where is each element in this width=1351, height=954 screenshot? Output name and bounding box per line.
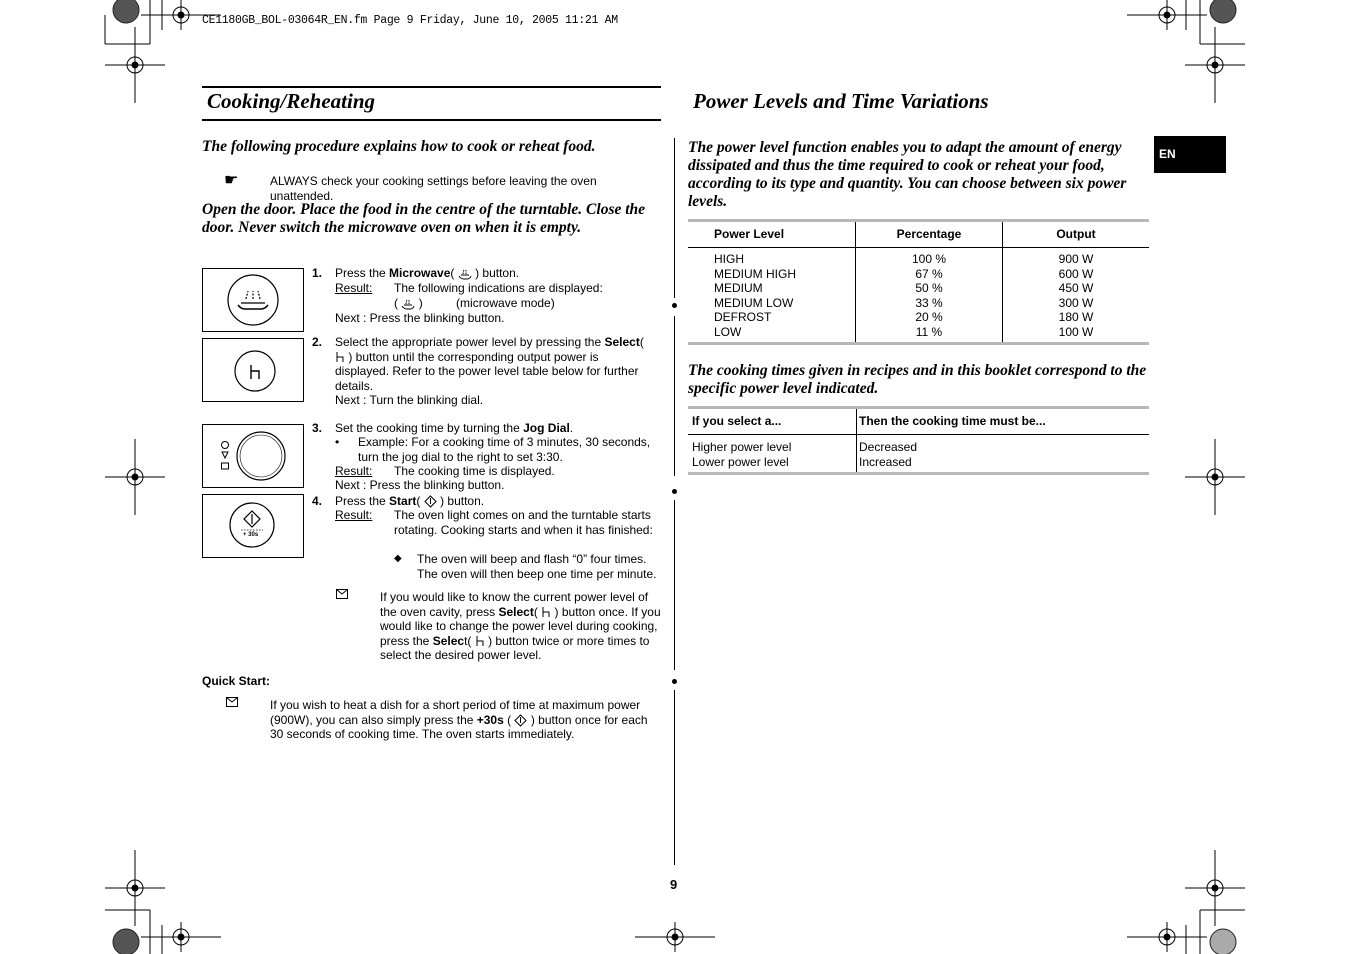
start-icon <box>424 495 437 508</box>
jog-dial-icon <box>203 425 303 487</box>
quick-start-text-a: If you wish to heat a dish for a short period of time at maximum power (900W), you can also simply press the <box>270 698 641 727</box>
step-3-example: Example: For a cooking time of 3 minutes, 30 seconds, turn the jog dial to the right to set 3:30. <box>358 435 651 464</box>
step-2-text <box>335 335 653 393</box>
select-icon <box>541 606 551 618</box>
step-4-text-d: ) button. <box>440 494 485 508</box>
column-divider <box>674 316 675 476</box>
step-4-number: 4. <box>312 494 323 508</box>
indication-paren-open: ( <box>394 296 398 310</box>
panel-start-button <box>202 494 304 558</box>
select-button-icon <box>203 339 303 401</box>
microwave-icon <box>458 268 472 280</box>
note-icon <box>336 589 348 599</box>
time-variation-selections: Higher power level Lower power level <box>692 440 792 469</box>
page-number: 9 <box>670 877 678 892</box>
title-rule-top <box>202 86 661 88</box>
time-variation-results: Decreased Increased <box>859 440 918 469</box>
step-1-next: Next : Press the blinking button. <box>335 311 505 325</box>
step-3-bullet: • <box>335 435 340 449</box>
step-2-text-d: ) button until the corresponding output power is displayed. Refer to the power level table below for further details. <box>335 349 639 393</box>
quick-start-text <box>270 698 662 742</box>
step-3-result-text: The cooking time is displayed. <box>394 464 555 478</box>
language-tab <box>1154 136 1226 173</box>
pointing-hand-icon: ☛ <box>224 172 239 189</box>
power-level-percentages: 100 % 67 % 50 % 33 % 20 % 11 % <box>911 252 947 339</box>
header-output: Output <box>1056 227 1096 241</box>
step-4-result-text: The oven light comes on and the turntable starts rotating. Cooking starts and when it has finished: <box>394 508 653 537</box>
binding-dot <box>672 489 677 494</box>
step-1-result-label: Result: <box>335 281 373 295</box>
panel-select-button <box>202 338 304 402</box>
column-divider <box>674 500 675 670</box>
microwave-button-icon <box>203 269 303 331</box>
step-4-result-label: Result: <box>335 508 373 522</box>
step-2-select: Select <box>604 335 640 349</box>
indication-text: (microwave mode) <box>456 296 555 310</box>
header-percentage: Percentage <box>896 227 962 241</box>
step-1-text <box>335 266 665 281</box>
cooking-times-note: The cooking times given in recipes and in this booklet correspond to the specific power level indicated. <box>688 362 1147 397</box>
panel-microwave-button <box>202 268 304 332</box>
note-power-level <box>380 590 663 663</box>
step-1-microwave: Microwave <box>389 266 451 280</box>
step-3-text-c: . <box>569 421 574 435</box>
warning-note: ALWAYS check your cooking settings before leaving the oven unattended. <box>270 174 597 203</box>
quick-start-paren: ( <box>503 712 512 727</box>
left-intro: The following procedure explains how to cook or reheat food. <box>202 138 596 155</box>
start-icon <box>514 714 527 727</box>
column-divider <box>674 138 675 298</box>
select-icon <box>475 635 485 647</box>
note1-paren: ( <box>533 604 538 619</box>
microwave-icon <box>401 298 415 310</box>
title-rule-bottom <box>202 119 661 121</box>
table-rule <box>688 342 1149 345</box>
step-4-text <box>335 494 665 509</box>
step-3-text <box>335 421 665 436</box>
step-3-result-label: Result: <box>335 464 373 478</box>
quick-start-30s: +30s <box>476 712 504 727</box>
right-intro: The power level function enables you to adapt the amount of energy dissipated and thus the time required to cook or reheat your food, according to its type and quantity. You can choose between six power levels. <box>688 139 1127 210</box>
step-1-paren-open: ( <box>450 266 455 280</box>
quick-start-text-d: ) button once for each 30 seconds of cooking time. The oven starts immediately. <box>270 712 648 741</box>
note1-select: Select <box>498 604 534 619</box>
note1-text-a: If you would like to know the current power level of the oven cavity, press <box>380 590 649 619</box>
step-1-text-a: Press the <box>335 266 390 280</box>
note1-text-d: ) button once. If you would like to change the power level during cooking, press the <box>380 604 661 648</box>
power-level-names: HIGH MEDIUM HIGH MEDIUM MEDIUM LOW DEFROST LOW <box>714 252 796 339</box>
note-icon <box>226 697 238 707</box>
step-3-jog-dial: Jog Dial <box>523 421 570 435</box>
note1-selec: Selec <box>432 633 465 648</box>
step-1-text-d: ) button. <box>475 266 520 280</box>
table-col-divider <box>856 409 857 472</box>
binding-dot <box>672 679 677 684</box>
right-section-title: Power Levels and Time Variations <box>693 89 989 113</box>
language-tab-label: EN <box>1159 147 1176 161</box>
panel-jog-dial <box>202 424 304 488</box>
header-power-level: Power Level <box>714 227 785 241</box>
panel-30s-label: + 30s <box>243 532 259 538</box>
note1-t-paren: t( <box>464 633 472 648</box>
step-3-next: Next : Press the blinking button. <box>335 478 505 492</box>
step-4-start: Start <box>389 494 417 508</box>
power-level-outputs: 900 W 600 W 450 W 300 W 180 W 100 W <box>1058 252 1094 339</box>
step-4-text-a: Press the <box>335 494 390 508</box>
step-4-paren-open: ( <box>416 494 421 508</box>
indication-paren-close: ) <box>418 296 423 310</box>
diamond-bullet-icon: ◆ <box>394 553 402 564</box>
step-3-number: 3. <box>312 421 323 435</box>
door-instruction: Open the door. Place the food in the centre of the turntable. Close the door. Never switch the microwave oven on when it is empty. <box>202 201 646 236</box>
step-4-sub: The oven will beep and flash “0” four times. The oven will then beep one time per minute. <box>417 552 657 581</box>
header-then-time: Then the cooking time must be... <box>859 414 1046 428</box>
step-1-indication <box>394 296 654 311</box>
table-header-rule <box>688 247 1149 248</box>
step-2-paren-open: ( <box>639 335 644 349</box>
step-3-text-a: Set the cooking time by turning the <box>335 421 524 435</box>
table-rule <box>688 406 1149 409</box>
quick-start-heading: Quick Start: <box>202 674 271 688</box>
table-header-rule <box>688 434 1149 435</box>
step-2-number: 2. <box>312 335 323 349</box>
table-rule <box>688 219 1149 222</box>
step-2-next: Next : Turn the blinking dial. <box>335 393 484 407</box>
left-section-title: Cooking/Reheating <box>207 89 376 113</box>
header-if-select: If you select a... <box>692 414 782 428</box>
column-divider <box>674 690 675 865</box>
select-icon <box>335 351 345 363</box>
step-2-text-a: Select the appropriate power level by pressing the <box>335 335 602 349</box>
table-rule <box>688 472 1149 475</box>
note1-text-g: ) button twice or more times to select the desired power level. <box>380 633 650 662</box>
step-1-result-text: The following indications are displayed: <box>394 281 603 295</box>
step-1-number: 1. <box>312 266 323 280</box>
binding-dot <box>672 303 677 308</box>
file-info-header: CE1180GB_BOL-03064R_EN.fm Page 9 Friday, June 10, 2005 11:21 AM <box>202 14 618 27</box>
start-button-icon <box>203 495 303 557</box>
